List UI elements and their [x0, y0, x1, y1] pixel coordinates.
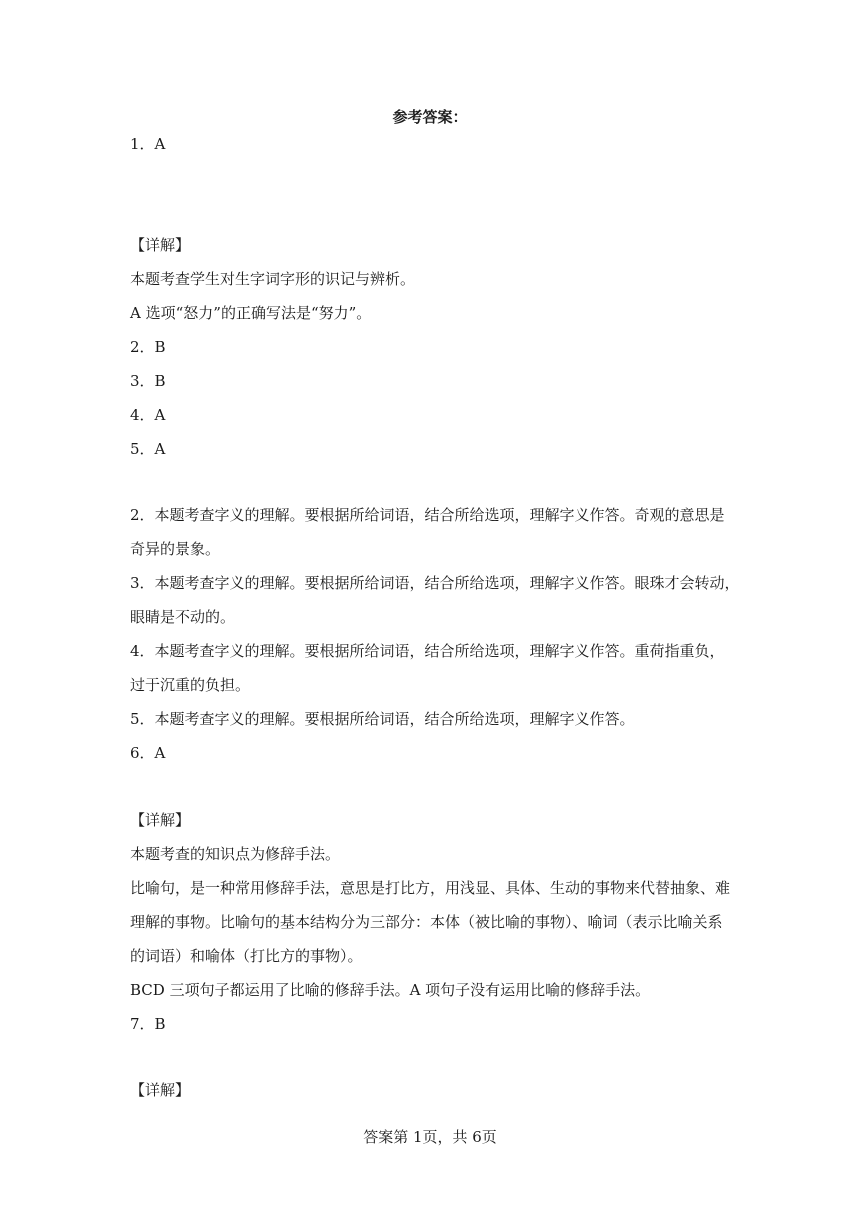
detail-heading-2: 【详解】	[130, 811, 191, 829]
detail-text: 本题考查的知识点为修辞手法。	[130, 845, 341, 863]
explanation-line: 2．本题考查字义的理解。要根据所给词语，结合所给选项，理解字义作答。奇观的意思是	[130, 506, 725, 524]
answer-2: 2．B	[130, 338, 166, 356]
explanation-line: 4．本题考查字义的理解。要根据所给词语，结合所给选项，理解字义作答。重荷指重负，	[130, 642, 725, 660]
detail-heading-1: 【详解】	[130, 236, 191, 254]
page-footer: 答案第 1页，共 6页	[363, 1128, 497, 1146]
detail-text: 本题考查学生对生字词字形的识记与辨析。	[130, 270, 416, 288]
page-title: 参考答案：	[392, 108, 468, 126]
detail-text: 理解的事物。比喻句的基本结构分为三部分：本体（被比喻的事物）、喻词（表示比喻关系	[130, 913, 723, 931]
explanation-line: 3．本题考查字义的理解。要根据所给词语，结合所给选项，理解字义作答。眼珠才会转动，	[130, 574, 740, 592]
explanation-line: 眼睛是不动的。	[130, 608, 236, 626]
explanation-line: 5．本题考查字义的理解。要根据所给词语，结合所给选项，理解字义作答。	[130, 710, 635, 728]
detail-text: 比喻句，是一种常用修辞手法，意思是打比方，用浅显、具体、生动的事物来代替抽象、难	[130, 879, 731, 897]
detail-text: 的词语）和喻体（打比方的事物）。	[130, 947, 363, 965]
answer-7: 7．B	[130, 1015, 166, 1033]
explanation-line: 奇异的景象。	[130, 540, 221, 558]
answer-5: 5．A	[130, 440, 166, 458]
explanation-line: 过于沉重的负担。	[130, 676, 251, 694]
detail-text: A 选项“怒力”的正确写法是“努力”。	[130, 304, 372, 322]
answer-6: 6．A	[130, 744, 166, 762]
answer-1: 1．A	[130, 135, 166, 153]
answer-4: 4．A	[130, 406, 166, 424]
detail-text: BCD 三项句子都运用了比喻的修辞手法。A 项句子没有运用比喻的修辞手法。	[130, 981, 651, 999]
answer-3: 3．B	[130, 372, 166, 390]
detail-heading-3: 【详解】	[130, 1081, 191, 1099]
